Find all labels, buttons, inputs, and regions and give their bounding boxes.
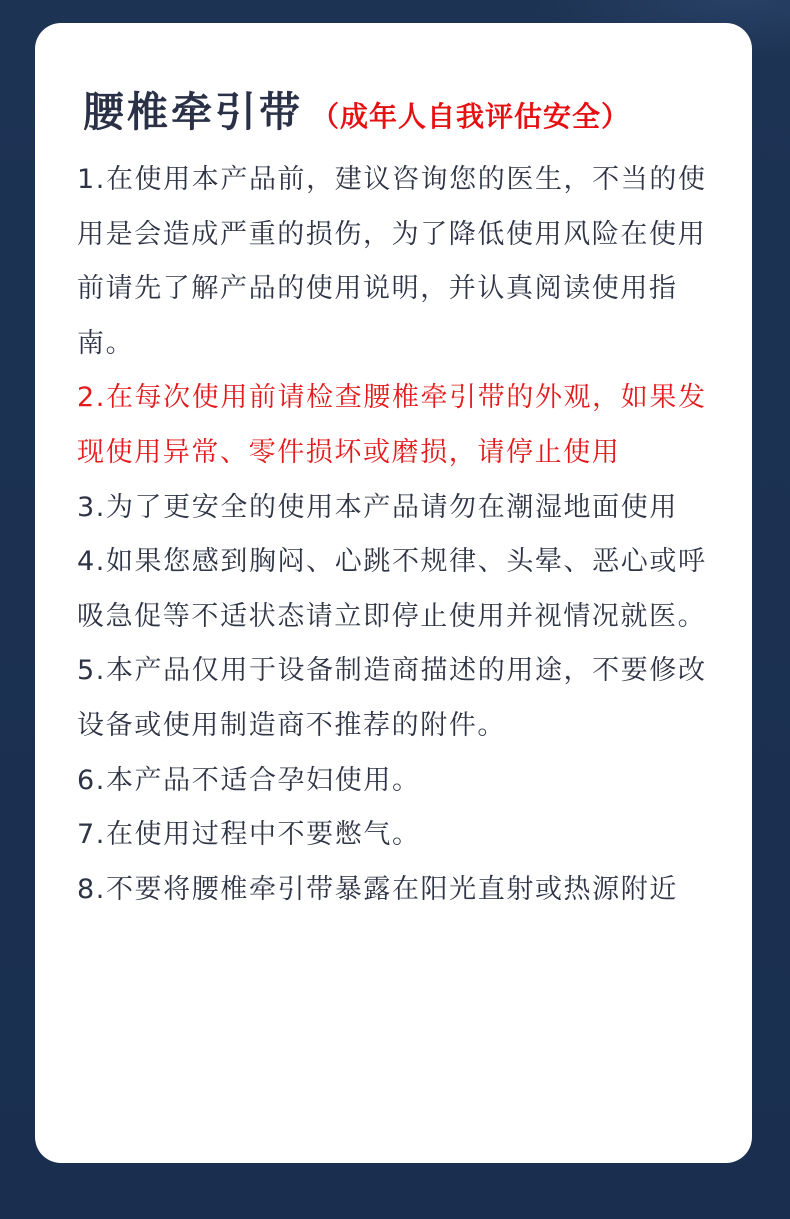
page-subtitle: （成年人自我评估安全） [311,100,631,133]
safety-item-4: 4.如果您感到胸闷、心跳不规律、头晕、恶心或呼吸急促等不适状态请立即停止使用并视情况就医。 [77,546,707,632]
safety-item-7: 7.在使用过程中不要憋气。 [77,819,421,851]
safety-item-3: 3.为了更安全的使用本产品请勿在潮湿地面使用 [77,491,678,523]
safety-list [77,153,717,917]
safety-item-1: 1.在使用本产品前，建议咨询您的医生，不当的使用是会造成严重的损伤，为了降低使用风险在使用前请先了解产品的使用说明，并认真阅读使用指南。 [77,164,707,359]
safety-item-2-warning: 2.在每次使用前请检查腰椎牵引带的外观，如果发现使用异常、零件损坏或磨损，请停止使用 [77,382,707,468]
safety-item-8: 8.不要将腰椎牵引带暴露在阳光直射或热源附近 [77,873,678,905]
safety-item-6: 6.本产品不适合孕妇使用。 [77,764,421,796]
page-title: 腰椎牵引带 [83,88,303,136]
safety-card [35,23,752,1163]
title-row [83,79,630,138]
safety-item-5: 5.本产品仅用于设备制造商描述的用途，不要修改设备或使用制造商不推荐的附件。 [77,655,707,741]
